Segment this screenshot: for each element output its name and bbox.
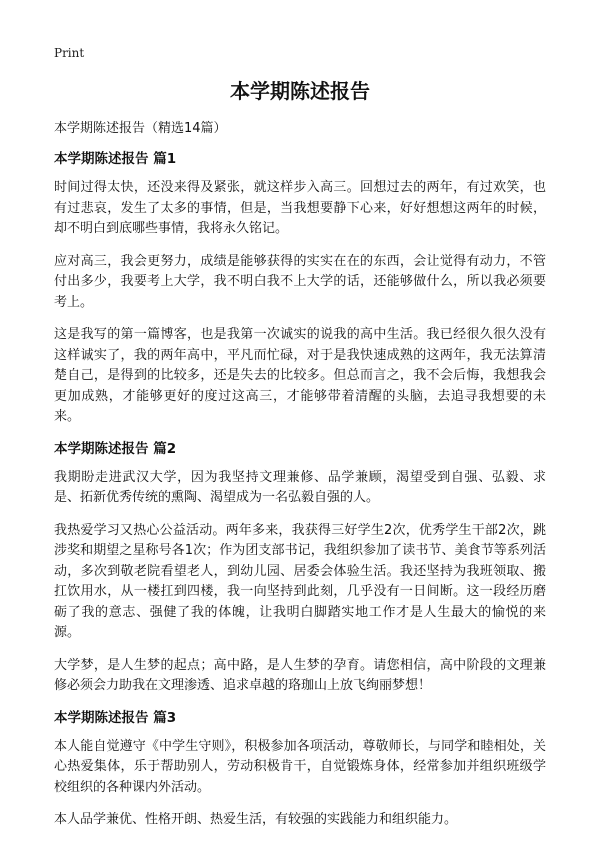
document-subtitle: 本学期陈述报告（精选14篇） (54, 121, 227, 136)
paragraph: 我热爱学习又热心公益活动。两年多来，我获得三好学生2次，优秀学生干部2次，跳涉奖和期望之星称号各1次；作为团支部书记，我组织参加了读书节、美食节等系列活动，多次到敬老院看望老人，到幼儿园、居委会体验生活。我还坚持为我班领取、搬扛饮用水，从一楼扛到四楼，我一向坚持到此刻，几乎没有一日间断。这一段经历磨砺了我的意志、强健了我的体魄，让我明白脚踏实地工作才是人生最大的愉悦的来源。 (54, 522, 546, 640)
paragraph: 本人能自觉遵守《中学生守则》，积极参加各项活动，尊敬师长，与同学和睦相处，关心热爱集体，乐于帮助别人，劳动积极肯干，自觉锻炼身体，经常参加并组织班级学校组织的各种课内外活动。 (54, 738, 546, 795)
section-3 (54, 709, 546, 831)
section-heading: 本学期陈述报告 篇1 (54, 151, 177, 167)
paragraph: 应对高三，我会更努力，成绩是能够获得的实实在在的东西，会让觉得有动力，不管付出多少，我要考上大学，我不明白我不上大学的话，还能够做什么，所以我必须要考上。 (54, 253, 546, 310)
section-2 (54, 440, 546, 697)
section-1 (54, 150, 546, 428)
paragraph: 大学梦，是人生梦的起点；高中路，是人生梦的孕育。请您相信，高中阶段的文理兼修必须会力助我在文理渗透、追求卓越的珞珈山上放飞绚丽梦想！ (54, 657, 546, 693)
paragraph: 我期盼走进武汉大学，因为我坚持文理兼修、品学兼顾，渴望受到自强、弘毅、求是、拓新优秀传统的熏陶、渴望成为一名弘毅自强的人。 (54, 469, 546, 505)
document-body (54, 120, 546, 843)
section-heading: 本学期陈述报告 篇3 (54, 709, 177, 726)
section-heading: 本学期陈述报告 篇2 (54, 440, 177, 457)
print-link[interactable]: Print (54, 46, 85, 60)
paragraph: 这是我写的第一篇博客，也是我第一次诚实的说我的高中生活。我已经很久很久没有这样诚实了，我的两年高中，平凡而忙碌，对于是我快速成熟的这两年，我无法算清楚自己，是得到的比较多，还是失去的比较多。但总而言之，我不会后悔，我想我会更加成熟，才能够更好的度过这高三，才能够带着清醒的头脑，去追寻我想要的未来。 (54, 327, 546, 424)
paragraph: 时间过得太快，还没来得及紧张，就这样步入高三。回想过去的两年，有过欢笑，也有过悲哀，发生了太多的事情，但是，当我想要静下心来，好好想想这两年的时候，却不明白到底哪些事情，我将永久铭记。 (54, 180, 546, 236)
paragraph: 本人品学兼优、性格开朗、热爱生活，有较强的实践能力和组织能力。 (54, 812, 458, 827)
page-title: 本学期陈述报告 (230, 79, 370, 103)
